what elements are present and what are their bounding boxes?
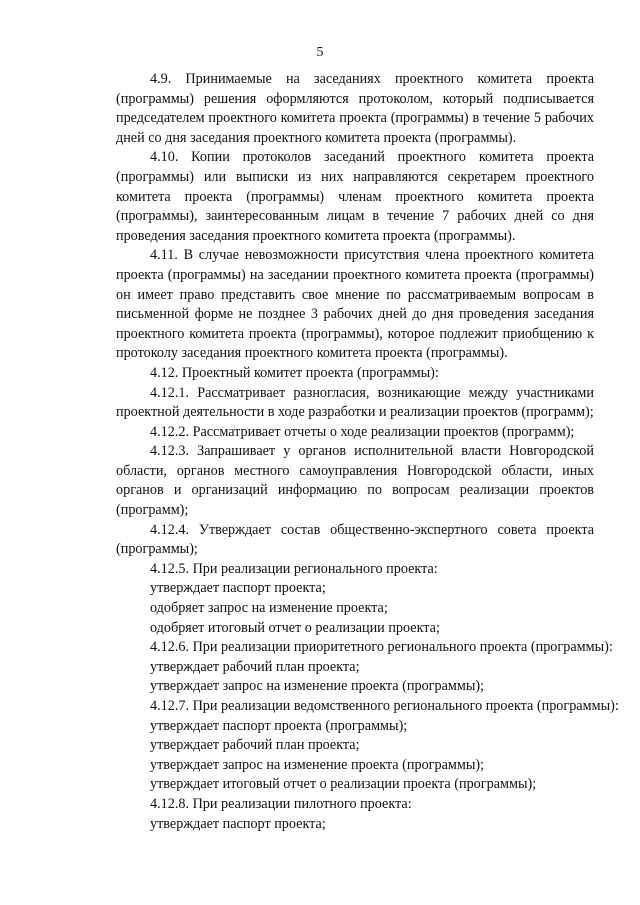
paragraph-4-9: 4.9. Принимаемые на заседаниях проектного комитета проекта (программы) решения оформляются протоколом, который подписывается председателем проектного комитета проекта (программы) в течение 5 рабочих дней со дня заседания проектного комитета проекта (программы). (116, 71, 594, 146)
line-4-12-7-a: утверждает паспорт проекта (программы); (150, 717, 408, 734)
line-4-12-5-b: одобряет запрос на изменение проекта; (150, 600, 388, 617)
paragraph-4-12-1: 4.12.1. Рассматривает разногласия, возникающие между участниками проектной деятельности в ходе разработки и реализации проектов (программ); (116, 384, 594, 421)
line-4-12-5: 4.12.5. При реализации регионального проекта: (150, 560, 438, 577)
paragraph-4-10: 4.10. Копии протоколов заседаний проектного комитета проекта (программы) или выписки из них направляются секретарем проектного комитета проекта (программы) членам проектного комитета проекта (программы), заинтересованным лицам в течение 7 рабочих дней со дня проведения заседания проектного комитета проекта (программы). (116, 149, 594, 244)
document-body (116, 70, 619, 834)
line-4-12-7-d: утверждает итоговый отчет о реализации проекта (программы); (150, 776, 537, 793)
line-4-12-6: 4.12.6. При реализации приоритетного регионального проекта (программы): (150, 639, 613, 656)
line-4-12-6-b: утверждает запрос на изменение проекта (программы); (150, 678, 485, 695)
line-4-12-7-b: утверждает рабочий план проекта; (150, 737, 360, 754)
line-4-12-7-c: утверждает запрос на изменение проекта (программы); (150, 756, 485, 773)
line-4-12-6-a: утверждает рабочий план проекта; (150, 658, 360, 675)
line-4-12-8: 4.12.8. При реализации пилотного проекта: (150, 795, 412, 812)
line-4-12-5-c: одобряет итоговый отчет о реализации проекта; (150, 619, 440, 636)
paragraph-4-12-4: 4.12.4. Утверждает состав общественно-экспертного совета проекта (программы); (116, 521, 594, 558)
paragraph-4-12-3: 4.12.3. Запрашивает у органов исполнительной власти Новгородской области, органов местного самоуправления Новгородской области, иных органов и организаций информацию по вопросам реализации проектов (программ); (116, 443, 594, 519)
line-4-12-7: 4.12.7. При реализации ведомственного регионального проекта (программы): (150, 698, 619, 714)
page-number: 5 (316, 45, 324, 60)
line-4-12-5-a: утверждает паспорт проекта; (150, 580, 326, 597)
paragraph-4-12-2: 4.12.2. Рассматривает отчеты о ходе реализации проектов (программ); (150, 423, 575, 440)
line-4-12-8-a: утверждает паспорт проекта; (150, 815, 326, 832)
paragraph-4-11: 4.11. В случае невозможности присутствия члена проектного комитета проекта (программы) на заседании проектного комитета проекта (программы) он имеет право представить свое мнение по рассматриваемым вопросам в письменной форме не позднее 3 рабочих дней до дня проведения заседания проектного комитета проекта (программы), которое подлежит приобщению к протоколу заседания проектного комитета проекта (программы). (116, 247, 594, 362)
paragraph-4-12: 4.12. Проектный комитет проекта (программы): (150, 364, 439, 381)
